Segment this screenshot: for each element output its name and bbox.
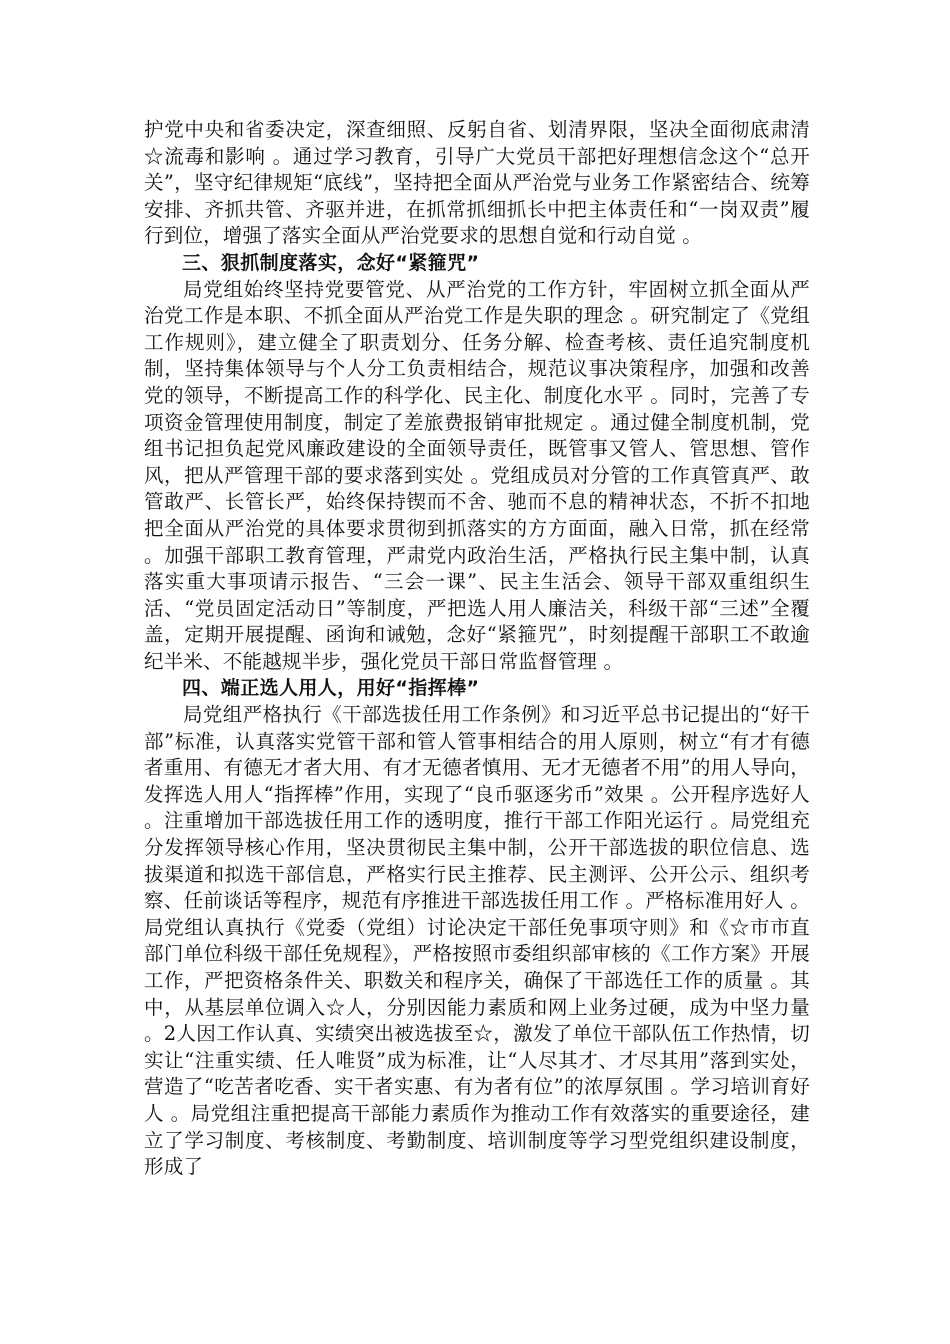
- body-paragraph: 局党组始终坚持党要管党、从严治党的工作方针，牢固树立抓全面从严治党工作是本职、不抓全面从严治党工作是失职的理念 。研究制定了《党组工作规则》，建立健全了职责划分、任务分解、检查考核、责任追究制度机制，坚持集体领导与个人分工负责相结合，规范议事决策程序，加强和改善党的领导，不断提高工作的科学化、民主化、制度化水平 。同时，完善了专项资金管理使用制度，制定了差旅费报销审批规定 。通过健全制度机制，党组书记担负起党风廉政建设的全面领导责任，既管事又管人、管思想、管作风，把从严管理干部的要求落到实处 。党组成员对分管的工作真管真严、敢管敢严、长管长严，始终保持锲而不舍、驰而不息的精神状态，不折不扣地把全面从严治党的具体要求贯彻到抓落实的方方面面，融入日常，抓在经常 。加强干部职工教育管理，严肃党内政治生活，严格执行民主集中制，认真落实重大事项请示报告、“三会一课”、民主生活会、领导干部双重组织生活、“党员固定活动日”等制度，严把选人用人廉洁关，科级干部“三述”全覆盖，定期开展提醒、函询和诫勉，念好“紧箍咒”，时刻提醒干部职工不敢逾纪半米、不能越规半步，强化党员干部日常监督管理 。: [144, 277, 810, 673]
- document-page: [144, 117, 810, 1181]
- section-heading: 四、端正选人用人，用好“指挥棒”: [182, 677, 480, 700]
- body-paragraph: 护党中央和省委决定，深查细照、反躬自省、划清界限，坚决全面彻底肃清☆流毒和影响 。通过学习教育，引导广大党员干部把好理想信念这个“总开关”，坚守纪律规矩“底线”，坚持把全面从严治党与业务工作紧密结合、统筹安排、齐抓共管、齐驱并进，在抓常抓细抓长中把主体责任和“一岗双责”履行到位，增强了落实全面从严治党要求的思想自觉和行动自觉 。: [144, 118, 810, 248]
- section-heading: 三、狠抓制度落实，念好“紧箍咒”: [182, 251, 480, 274]
- body-paragraph: 局党组严格执行《干部选拔任用工作条例》和习近平总书记提出的“好干部”标准，认真落实党管干部和管人管事相结合的用人原则，树立“有才有德者重用、有德无才者大用、有才无德者慎用、无才无德者不用”的用人导向，发挥选人用人“指挥棒”作用，实现了“良币驱逐劣币”效果 。公开程序选好人 。注重增加干部选拔任用工作的透明度，推行干部工作阳光运行 。局党组充分发挥领导核心作用，坚决贯彻民主集中制，公开干部选拔的职位信息、选拔渠道和拟选干部信息，严格实行民主推荐、民主测评、公开公示、组织考察、任前谈话等程序，规范有序推进干部选拔任用工作 。严格标准用好人 。局党组认真执行《党委（党组）讨论决定干部任免事项守则》和《☆市市直部门单位科级干部任免规程》，严格按照市委组织部审核的《工作方案》开展工作，严把资格条件关、职数关和程序关，确保了干部选任工作的质量 。其中，从基层单位调入☆人，分别因能力素质和网上业务过硬，成为中坚力量 。2人因工作认真、实绩突出被选拔至☆，激发了单位干部队伍工作热情，切实让“注重实绩、任人唯贤”成为标准，让“人尽其才、才尽其用”落到实处，营造了“吃苦者吃香、实干者实惠、有为者有位”的浓厚氛围 。学习培训育好人 。局党组注重把提高干部能力素质作为推动工作有效落实的重要途径，建立了学习制度、考核制度、考勤制度、培训制度等学习型党组织建设制度，形成了: [144, 703, 810, 1179]
